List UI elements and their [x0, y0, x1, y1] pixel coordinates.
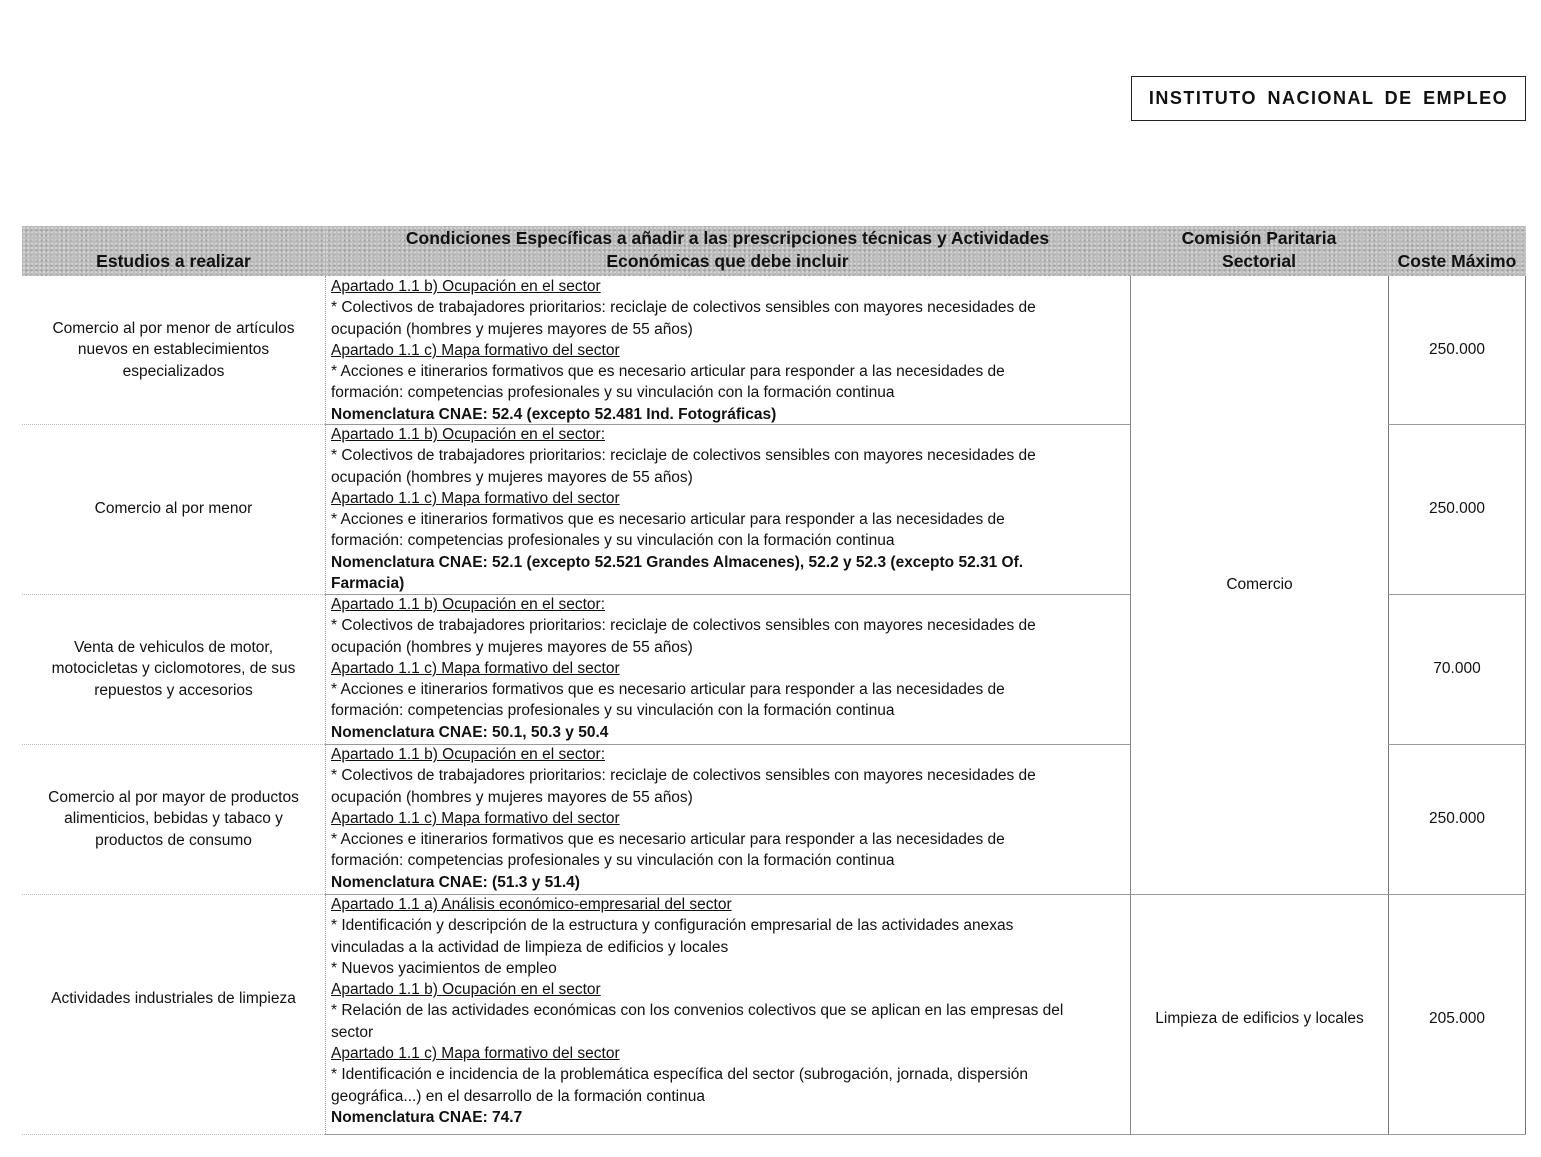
header-conditions: Condiciones Específicas a añadir a las prescripciones técnicas y Actividades Económicas que debe incluir	[325, 226, 1130, 276]
study-cell: Actividades industriales de limpieza	[51, 990, 296, 1008]
header-studies: Estudios a realizar	[22, 226, 325, 276]
row-divider	[22, 744, 325, 745]
row-divider	[22, 594, 325, 595]
cost-cell: 205.000	[1388, 894, 1526, 1134]
conditions-cell: Apartado 1.1 b) Ocupación en el sector * Colectivos de trabajadores prioritarios: reciclaje de colectivos sensibles con mayores necesidades de ocupación (hombres y mujeres mayores de 55 años) Apartado 1.1 c) Mapa formativo del sector * Acciones e itinerarios formativos que es necesario articular para responder a las necesidades de formación: competencias profesionales y su vinculación con la formación continua Nomenclatura CNAE: 52.4 (excepto 52.481 Ind. Fotográficas)	[325, 276, 1130, 424]
conditions-cell: Apartado 1.1 b) Ocupación en el sector: * Colectivos de trabajadores prioritarios: reciclaje de colectivos sensibles con mayores necesidades de ocupación (hombres y mujeres mayores de 55 años) Apartado 1.1 c) Mapa formativo del sector * Acciones e itinerarios formativos que es necesario articular para responder a las necesidades de formación: competencias profesionales y su vinculación con la formación continua Nomenclatura CNAE: 50.1, 50.3 y 50.4	[325, 594, 1130, 744]
row-divider	[1388, 594, 1526, 595]
cost-cell: 250.000	[1388, 744, 1526, 894]
commission-cell-limpieza: Limpieza de edificios y locales	[1130, 894, 1388, 1134]
commission-cell-comercio: Comercio	[1130, 276, 1388, 894]
table-bottom-border	[22, 1134, 325, 1135]
row-divider	[22, 424, 325, 425]
cost-cell: 250.000	[1388, 424, 1526, 594]
cost-cell: 70.000	[1388, 594, 1526, 744]
study-cell: Comercio al por mayor de productos alimenticios, bebidas y tabaco y productos de consumo	[48, 788, 299, 849]
row-divider	[325, 594, 1130, 595]
study-cell: Venta de vehiculos de motor, motocicletas y ciclomotores, de sus repuestos y accesorios	[51, 638, 296, 699]
row-divider	[22, 894, 325, 895]
row-divider	[325, 424, 1130, 425]
row-divider	[1388, 424, 1526, 425]
institute-title-box	[1131, 76, 1526, 121]
study-cell: Comercio al por menor de artículos nuevos en establecimientos especializados	[52, 319, 295, 380]
cost-cell: 250.000	[1388, 276, 1526, 424]
row-divider	[325, 894, 1526, 895]
institute-title: INSTITUTO NACIONAL DE EMPLEO	[1148, 88, 1509, 108]
header-commission: Comisión Paritaria Sectorial	[1130, 226, 1388, 276]
table-bottom-border	[325, 1134, 1526, 1135]
row-divider	[1388, 744, 1526, 745]
conditions-cell: Apartado 1.1 b) Ocupación en el sector: * Colectivos de trabajadores prioritarios: reciclaje de colectivos sensibles con mayores necesidades de ocupación (hombres y mujeres mayores de 55 años) Apartado 1.1 c) Mapa formativo del sector * Acciones e itinerarios formativos que es necesario articular para responder a las necesidades de formación: competencias profesionales y su vinculación con la formación continua Nomenclatura CNAE: 52.1 (excepto 52.521 Grandes Almacenes), 52.2 y 52.3 (excepto 52.31 Of. Farmacia)	[325, 424, 1130, 594]
header-cost: Coste Máximo	[1388, 226, 1526, 276]
conditions-cell: Apartado 1.1 b) Ocupación en el sector: * Colectivos de trabajadores prioritarios: reciclaje de colectivos sensibles con mayores necesidades de ocupación (hombres y mujeres mayores de 55 años) Apartado 1.1 c) Mapa formativo del sector * Acciones e itinerarios formativos que es necesario articular para responder a las necesidades de formación: competencias profesionales y su vinculación con la formación continua Nomenclatura CNAE: (51.3 y 51.4)	[325, 744, 1130, 894]
study-cell: Comercio al por menor	[94, 500, 253, 518]
row-divider	[325, 744, 1130, 745]
conditions-cell: Apartado 1.1 a) Análisis económico-empresarial del sector * Identificación y descripción de la estructura y configuración empresarial de las actividades anexas vinculadas a la actividad de limpieza de edificios y locales * Nuevos yacimientos de empleo Apartado 1.1 b) Ocupación en el sector * Relación de las actividades económicas con los convenios colectivos que se aplican en las empresas del sector Apartado 1.1 c) Mapa formativo del sector * Identificación e incidencia de la problemática específica del sector (subrogación, jornada, dispersión geográfica...) en el desarrollo de la formación continua Nomenclatura CNAE: 74.7	[325, 894, 1130, 1134]
courses-table	[22, 226, 1526, 1138]
